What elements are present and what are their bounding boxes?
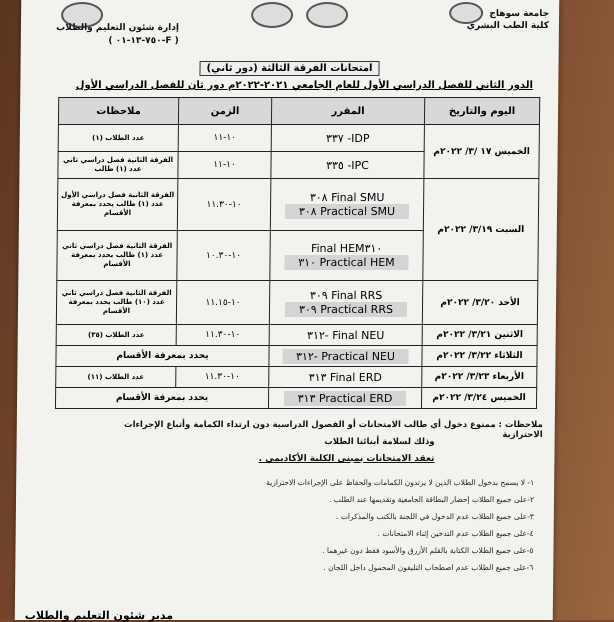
- remarks-line-2: وذلك لسلامة أبنائنا الطلاب: [87, 437, 435, 447]
- table-row: [55, 388, 536, 409]
- list-item: ٥-على جميع الطلاب الكتابة بالقلم الأزرق والأسود فقط دون غيرهما .: [165, 542, 533, 559]
- course-cell: Final ERD ٣١٣: [269, 367, 422, 388]
- department-name: إدارة شئون التعليم والطلاب: [29, 22, 179, 35]
- note-cell: عدد الطلاب (٣٥): [56, 325, 176, 346]
- course-cell: Final NEU -٣١٢: [269, 325, 422, 346]
- table-row: [56, 325, 537, 346]
- note-cell: يحدد بمعرفة الأقسام: [55, 388, 268, 409]
- note-cell: يحدد بمعرفة الأقسام: [56, 346, 269, 367]
- day-cell: الثلاثاء ٣/٢٢/ ٢٠٢٢م: [422, 346, 537, 367]
- course-cell: IDP- ٣٣٧: [271, 125, 424, 152]
- list-item: ٤-على جميع الطلاب عدم التدخين إثناء الامتحانات .: [166, 525, 534, 542]
- table-row: [56, 367, 537, 388]
- time-cell: ١٠-١١: [178, 152, 271, 179]
- table-row: [57, 179, 539, 231]
- form-code: ( F-٧٥٠-١٣-٠١ ): [29, 35, 179, 48]
- day-cell: الاثنين ٣/٢١/ ٢٠٢٢م: [422, 325, 537, 346]
- day-cell: الخميس ٣/٢٤/ ٢٠٢٢م: [421, 388, 536, 409]
- practical-course: Practical HEM ٣١٠: [284, 255, 409, 270]
- day-cell: الخميس ١٧ /٣/ ٢٠٢٢م: [424, 125, 540, 179]
- day-cell: الأحد ٣/٢٠/ ٢٠٢٢م: [422, 281, 537, 325]
- note-cell: الفرقة الثانية فصل دراسي ثاني عدد (١) طالب يحدد بمعرفة الأقسام: [57, 231, 178, 281]
- time-cell: ١٠-١١: [178, 125, 271, 152]
- faculty-name: كلية الطب البشري: [409, 20, 549, 32]
- header-left: [29, 22, 179, 48]
- logo-center-2: [306, 2, 348, 28]
- day-cell: السبت ٣/١٩/ ٢٠٢٢م: [423, 179, 539, 281]
- note-cell: الفرقة الثانية فصل دراسي الأول عدد (١) طالب يحدد بمعرفة الأقسام: [57, 179, 178, 231]
- course-cell: Final RRS ٣٠٩ Practical RRS ٣٠٩: [269, 281, 422, 325]
- table-row: [58, 125, 539, 152]
- signature-title: مدير شئون التعليم والطلاب: [25, 609, 173, 622]
- note-cell: الفرقة الثانية فصل دراسي ثاني عدد (١٠) طالب يحدد بمعرفة الأقسام: [56, 281, 176, 325]
- course-cell: Final HEM٣١٠ Practical HEM ٣١٠: [270, 231, 424, 281]
- header-right: [409, 8, 549, 32]
- university-name: جامعة سوهاج: [409, 8, 549, 20]
- time-cell: ١٠-١١.١٥: [176, 281, 269, 325]
- remarks-line-1: ملاحظات : ممنوع دخول أي طالب الامتحانات أو الفصول الدراسية دون ارتداء الكمامة وأتباع الإجراءات الاحترازية: [87, 420, 543, 440]
- document-page: [15, 0, 559, 620]
- instructions-list: [165, 474, 534, 576]
- note-cell: عدد الطلاب (١): [58, 125, 178, 152]
- note-cell: الفرقة الثانية فصل دراسي ثاني عدد (١) طالب: [58, 152, 178, 179]
- page-subtitle: الدور الثاني للفصل الدراسي الأول للعام الجامعي ٢٠٢١-٢٠٢٢م دور ثان للفصل الدراسي الأول: [60, 80, 548, 91]
- course-cell: IPC- ٣٣٥: [271, 152, 424, 179]
- col-header-notes: ملاحظات: [58, 98, 178, 125]
- time-cell: ١٠-١١.٣٠: [177, 179, 271, 231]
- table-row: [56, 281, 537, 325]
- course-cell: Final SMU ٣٠٨ Practical SMU ٣٠٨: [270, 179, 424, 231]
- list-item: ٢-على جميع الطلاب إحضار البطاقة الجامعية وتقديمها عند الطلب .: [166, 491, 534, 508]
- time-cell: ١٠-١٠.٣٠: [177, 231, 271, 281]
- col-header-time: الزمن: [178, 98, 271, 125]
- practical-course: Practical RRS ٣٠٩: [285, 302, 407, 317]
- col-header-course: المقرر: [271, 98, 424, 125]
- logo-center-1: [251, 2, 293, 28]
- page-title: امتحانات الفرقة الثالثة (دور ثاني): [20, 63, 558, 74]
- table-row: [56, 346, 537, 367]
- practical-course: Practical SMU ٣٠٨: [285, 204, 409, 219]
- table-header-row: [58, 98, 539, 125]
- course-cell: Practical NEU -٣١٢: [269, 346, 422, 367]
- time-cell: ١٠-١١.٣٠: [176, 367, 269, 388]
- course-cell: Practical ERD ٣١٣: [268, 388, 421, 409]
- list-item: ٦-على جميع الطلاب عدم اصطحاب التليفون المحمول داخل اللجان .: [165, 559, 533, 576]
- list-item: ٣-على جميع الطلاب عدم الدخول في اللجنة بالكتب والمذكرات .: [166, 508, 534, 525]
- time-cell: ١٠-١١.٣٠: [176, 325, 269, 346]
- list-item: ١- لا يسمح بدخول الطلاب الذين لا يرتدون الكمامات والحفاظ على الإجراءات الاحترازية: [166, 474, 534, 491]
- exam-schedule-table: [55, 97, 540, 409]
- day-cell: الأربعاء ٣/٢٣/ ٢٠٢٢م: [422, 367, 537, 388]
- exam-location: تعقد الامتحانات بمبنى الكلية الأكاديمي .: [86, 454, 434, 464]
- note-cell: عدد الطلاب (١١): [56, 367, 176, 388]
- col-header-day: اليوم والتاريخ: [424, 98, 539, 125]
